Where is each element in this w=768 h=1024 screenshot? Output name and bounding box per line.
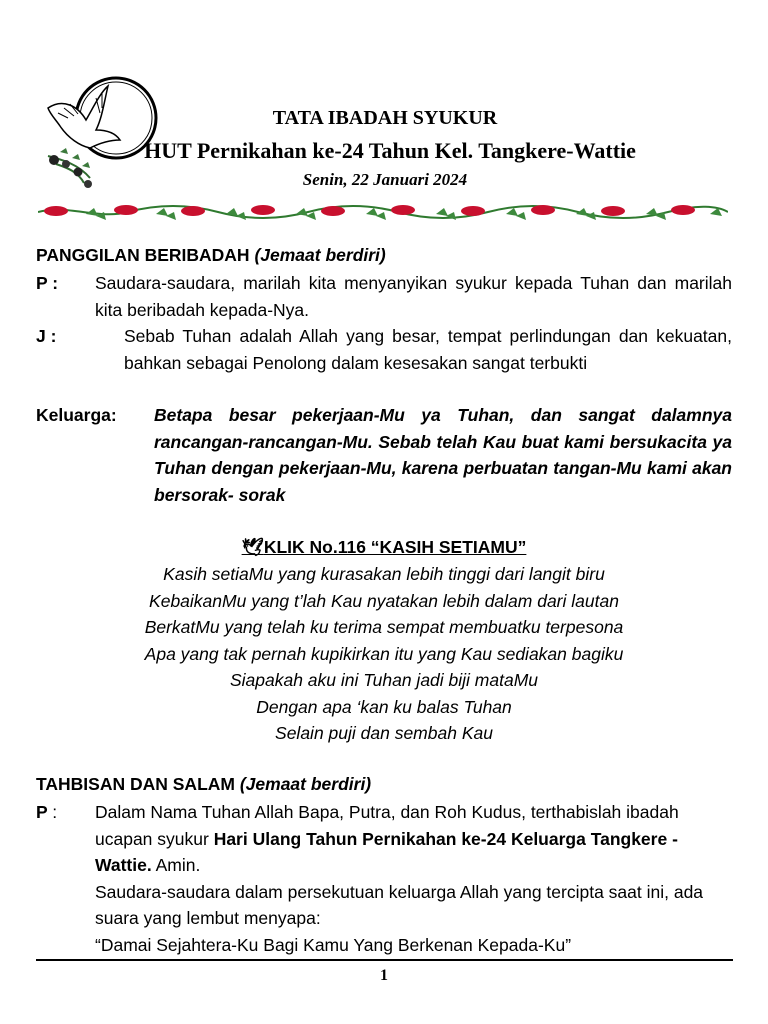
- liturgy-line-p: [36, 270, 732, 323]
- lyric-line: Siapakah aku ini Tuhan jadi biji mataMu: [229, 670, 539, 690]
- occasion-name: Hari Ulang Tahun Pernikahan ke-24 Keluarga Tangkere -Wattie.: [95, 828, 678, 875]
- liturgy-line-p: [36, 799, 732, 959]
- speaker-label: P :: [36, 273, 59, 293]
- lyric-line: Dengan apa ‘kan ku balas Tuhan: [256, 696, 512, 717]
- lyric-line: Kasih setiaMu yang kurasakan lebih tinggi dari langit biru: [163, 564, 605, 584]
- song-title: 🕊KLIK No.116 “KASIH SETIAMU”: [241, 537, 527, 557]
- heading-note: (Jemaat berdiri): [239, 774, 372, 794]
- heading-note: (Jemaat berdiri): [254, 245, 386, 265]
- lyric-line: Selain puji dan sembah Kau: [275, 723, 493, 743]
- speaker-label: P :: [36, 802, 58, 822]
- liturgy-line-j: [36, 323, 732, 403]
- section-heading-tahbisan: TAHBISAN DAN SALAM (Jemaat berdiri): [36, 774, 372, 794]
- liturgy-text: Betapa besar pekerjaan-Mu ya Tuhan, dan sangat dalamnya rancangan-rancangan-Mu. Sebab telah Kau buat kami bersukacita ya Tuhan dengan pekerjaan-Mu, karena perbuatan tangan-Mu kami akan bersorak- sorak: [154, 405, 732, 505]
- lyric-line: Apa yang tak pernah kupikirkan itu yang Kau sediakan bagiku: [144, 643, 624, 664]
- dove-icon: 🕊: [241, 537, 264, 557]
- document-subtitle: HUT Pernikahan ke-24 Tahun Kel. Tangkere-Wattie: [144, 138, 636, 163]
- liturgy-line-keluarga: [36, 402, 732, 508]
- footer-rule: [36, 959, 733, 961]
- lyric-line: KebaikanMu yang t’lah Kau nyatakan lebih dalam dari lautan: [149, 590, 619, 611]
- document-title: TATA IBADAH SYUKUR: [272, 107, 498, 129]
- liturgy-text: Sebab Tuhan adalah Allah yang besar, tempat perlindungan dan kekuatan, bahkan sebagai Penolong dalam kesesakan sangat terbukti: [124, 326, 732, 373]
- song-lyrics: [0, 561, 768, 747]
- document-date: Senin, 22 Januari 2024: [302, 170, 468, 189]
- lyric-line: BerkatMu yang telah ku terima sempat membuatku terpesona: [144, 617, 624, 637]
- section-heading-panggilan: PANGGILAN BERIBADAH (Jemaat berdiri): [36, 245, 386, 265]
- dove-ring-icon: [38, 68, 158, 193]
- rose-vine-divider: [38, 200, 728, 224]
- page-number: 1: [380, 967, 388, 984]
- speaker-label: J :: [36, 326, 57, 346]
- speaker-label: Keluarga:: [36, 405, 117, 425]
- liturgy-text: Dalam Nama Tuhan Allah Bapa, Putra, dan Roh Kudus, terthabislah ibadah ucapan syukur Hari Ulang Tahun Pernikahan ke-24 Keluarga Tangkere -Wattie. Amin. Saudara-saudara dalam persekutuan keluarga Allah yang tercipta saat ini, ada suara yang lembut menyapa: “Damai Sejahtera-Ku Bagi Kamu Yang Berkenan Kepada-Ku”: [95, 802, 704, 955]
- liturgy-text: Saudara-saudara, marilah kita menyanyikan syukur kepada Tuhan dan marilah kita beribadah kepada-Nya.: [95, 273, 732, 320]
